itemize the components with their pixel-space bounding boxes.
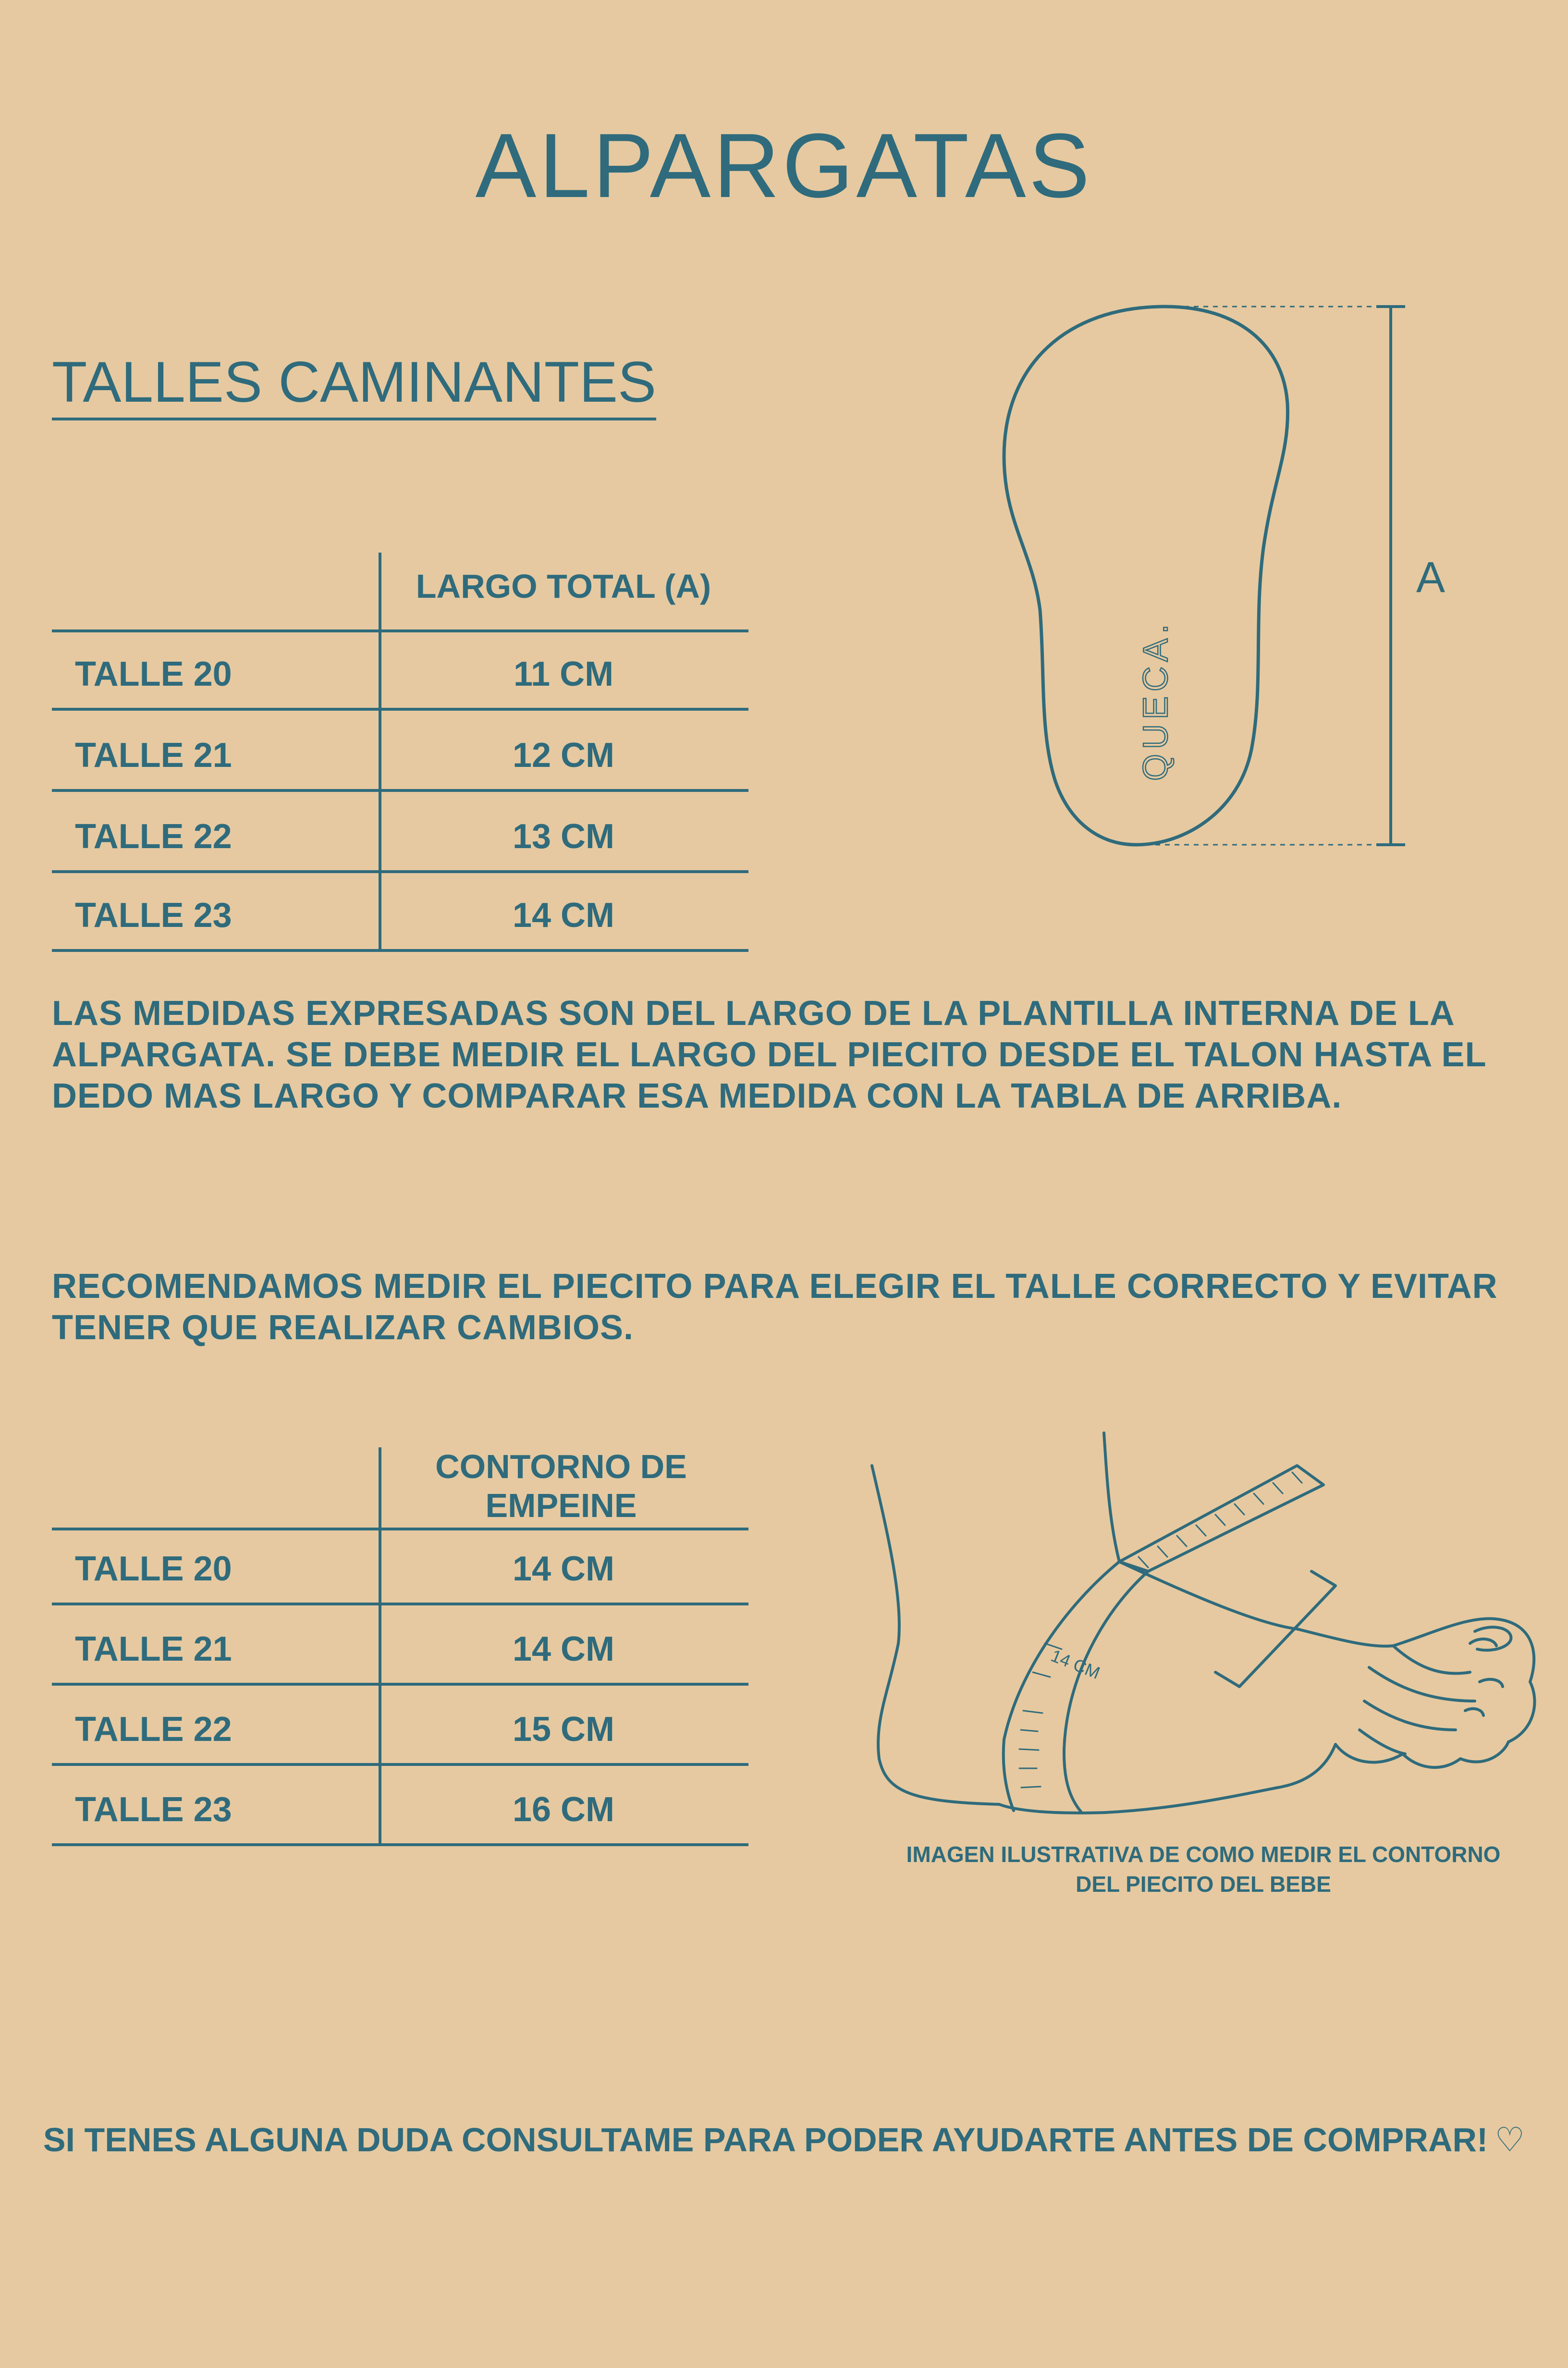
dimension-label: A xyxy=(1416,554,1446,602)
leg-front-outline xyxy=(1104,1433,1119,1562)
size-label: TALLE 23 xyxy=(75,896,232,935)
size-value: 14 CM xyxy=(512,896,615,935)
size-value: 14 CM xyxy=(512,1550,615,1588)
size-label: TALLE 22 xyxy=(75,817,232,856)
size-value: 12 CM xyxy=(512,736,615,775)
size-label: TALLE 21 xyxy=(75,1630,232,1668)
size-label: TALLE 20 xyxy=(75,655,232,693)
size-label: TALLE 21 xyxy=(75,736,232,775)
measuring-tape-end xyxy=(1215,1571,1335,1687)
size-value: 16 CM xyxy=(512,1790,615,1829)
size-value: 14 CM xyxy=(512,1630,615,1668)
toe-crease xyxy=(1364,1701,1456,1730)
length-column-header: LARGO TOTAL (A) xyxy=(416,567,711,605)
footer-message xyxy=(0,2123,1568,2157)
recommendation-paragraph: RECOMENDAMOS MEDIR EL PIECITO PARA ELEGIR EL TALLE CORRECTO Y EVITAR TENER QUE REALIZAR CAMBIOS. xyxy=(52,1267,1498,1347)
toenail xyxy=(1465,1709,1483,1715)
footer-text: SI TENES ALGUNA DUDA CONSULTAME PARA PODER AYUDARTE ANTES DE COMPRAR! xyxy=(43,2121,1488,2158)
tape-label: 14 CM xyxy=(1048,1645,1103,1683)
measuring-tape xyxy=(1004,1562,1119,1811)
size-value: 15 CM xyxy=(512,1710,615,1749)
diagram-caption: IMAGEN ILUSTRATIVA DE COMO MEDIR EL CONTORNO DEL PIECITO DEL BEBE xyxy=(906,1842,1501,1897)
toenail xyxy=(1480,1679,1503,1687)
measurement-paragraph: LAS MEDIDAS EXPRESADAS SON DEL LARGO DE LA PLANTILLA INTERNA DE LA ALPARGATA. SE DEBE MEDIR EL LARGO DEL PIECITO DESDE EL TALON HASTA EL DEDO MAS LARGO Y COMPARAR ESA MEDIDA CON LA TABLA DE ARRIBA. xyxy=(52,994,1486,1115)
leg-back-outline xyxy=(872,1466,999,1804)
measuring-tape xyxy=(1064,1571,1148,1812)
measuring-tape xyxy=(1119,1466,1323,1571)
size-label: TALLE 23 xyxy=(75,1790,232,1829)
instep-column-header: CONTORNO DE EMPEINE xyxy=(435,1448,687,1524)
brand-logo: QUECA. xyxy=(1137,619,1175,781)
section-subtitle: TALLES CAMINANTES xyxy=(52,353,656,420)
toe-crease xyxy=(1360,1730,1405,1754)
size-value: 11 CM xyxy=(513,655,614,693)
toe-crease xyxy=(1393,1646,1470,1674)
page-title: ALPARGATAS xyxy=(475,115,1093,217)
size-value: 13 CM xyxy=(512,817,615,856)
heart-icon: ♡ xyxy=(1494,2121,1525,2158)
toenail xyxy=(1470,1639,1496,1646)
ruler-ticks xyxy=(1019,1472,1302,1788)
size-label: TALLE 20 xyxy=(75,1550,232,1588)
size-label: TALLE 22 xyxy=(75,1710,232,1749)
